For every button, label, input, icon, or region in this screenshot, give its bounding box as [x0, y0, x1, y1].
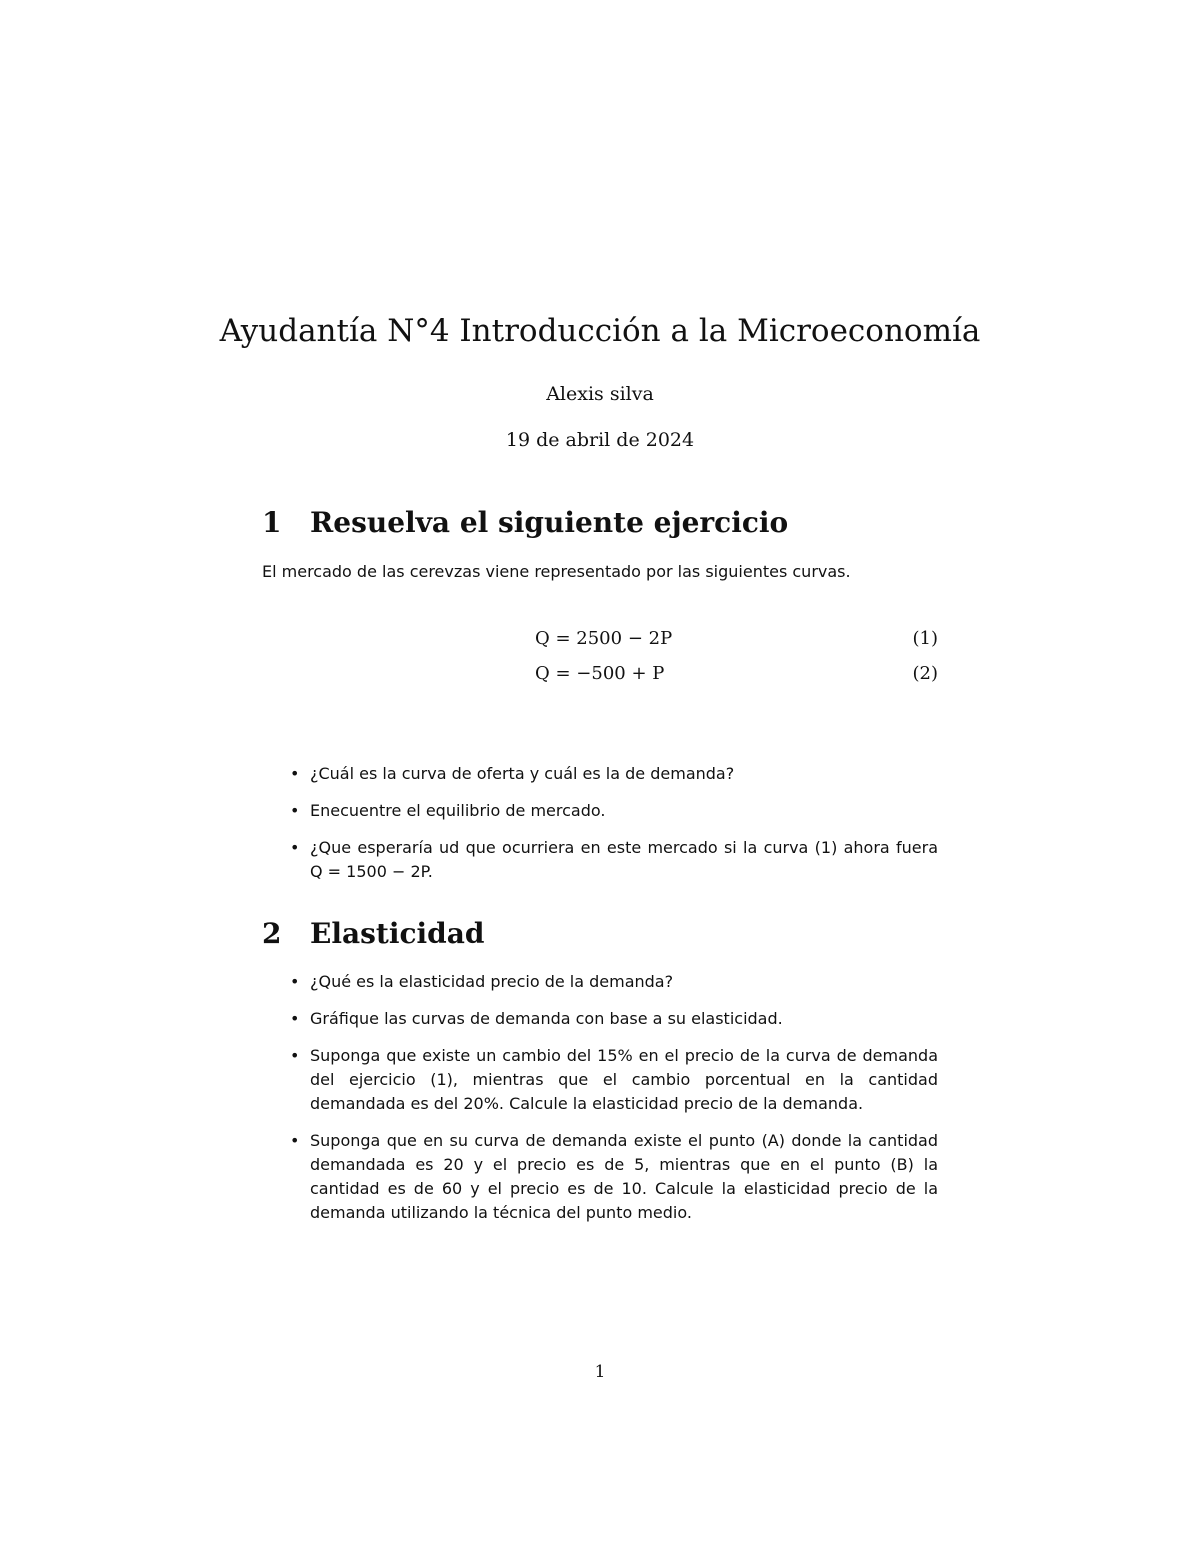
document-title: Ayudantía N°4 Introducción a la Microeconomía [219, 313, 981, 349]
equation-1 [262, 628, 938, 654]
list-item-text: ¿Qué es la elasticidad precio de la demanda? [310, 972, 674, 991]
bullet-icon: • [290, 972, 300, 991]
document-date: 19 de abril de 2024 [505, 429, 695, 451]
list-item [262, 1129, 938, 1225]
list-item-text: Enecuentre el equilibrio de mercado. [310, 801, 606, 820]
section-heading-2 [262, 917, 484, 950]
list-item [262, 1007, 938, 1031]
section-1-list [262, 762, 938, 897]
section-title: Elasticidad [310, 917, 485, 950]
section-title: Resuelva el siguiente ejercicio [310, 506, 789, 539]
list-item-text: ¿Cuál es la curva de oferta y cuál es la de demanda? [310, 764, 735, 783]
list-item-text: Gráfique las curvas de demanda con base a su elasticidad. [310, 1009, 783, 1028]
list-item-text: ¿Que esperaría ud que ocurriera en este mercado si la curva (1) ahora fuera Q = 1500 − 2P. [310, 838, 938, 881]
list-item [262, 836, 938, 884]
list-item [262, 970, 938, 994]
section-heading-1 [262, 506, 788, 539]
author-name: Alexis silva [546, 383, 654, 405]
equation-number: (1) [912, 628, 938, 649]
equation-2 [262, 663, 938, 689]
list-item-text: Suponga que existe un cambio del 15% en el precio de la curva de demanda del ejercicio (1), mientras que el cambio porcentual en la cantidad demandada es del 20%. Calcule la elasticidad precio de la demanda. [310, 1046, 938, 1113]
bullet-icon: • [290, 838, 300, 857]
page-number: 1 [594, 1362, 606, 1382]
list-item-text: Suponga que en su curva de demanda existe el punto (A) donde la cantidad demandada es 20 y el precio es de 5, mientras que en el punto (B) la cantidad es de 60 y el precio es de 10. Calcule la elasticidad precio de la demanda utilizando la técnica del punto medio. [310, 1131, 938, 1222]
equation-number: (2) [912, 663, 938, 684]
equation-expression: Q = 2500 − 2P [535, 628, 673, 649]
section-number: 1 [262, 506, 282, 539]
bullet-icon: • [290, 1009, 300, 1028]
section-1-intro: El mercado de las cerevzas viene representado por las siguientes curvas. [262, 562, 851, 581]
bullet-icon: • [290, 801, 300, 820]
list-item [262, 799, 938, 823]
bullet-icon: • [290, 1131, 300, 1150]
section-2-list [262, 970, 938, 1238]
bullet-icon: • [290, 1046, 300, 1065]
equation-expression: Q = −500 + P [535, 663, 665, 684]
bullet-icon: • [290, 764, 300, 783]
list-item [262, 1044, 938, 1116]
list-item [262, 762, 938, 786]
section-number: 2 [262, 917, 282, 950]
